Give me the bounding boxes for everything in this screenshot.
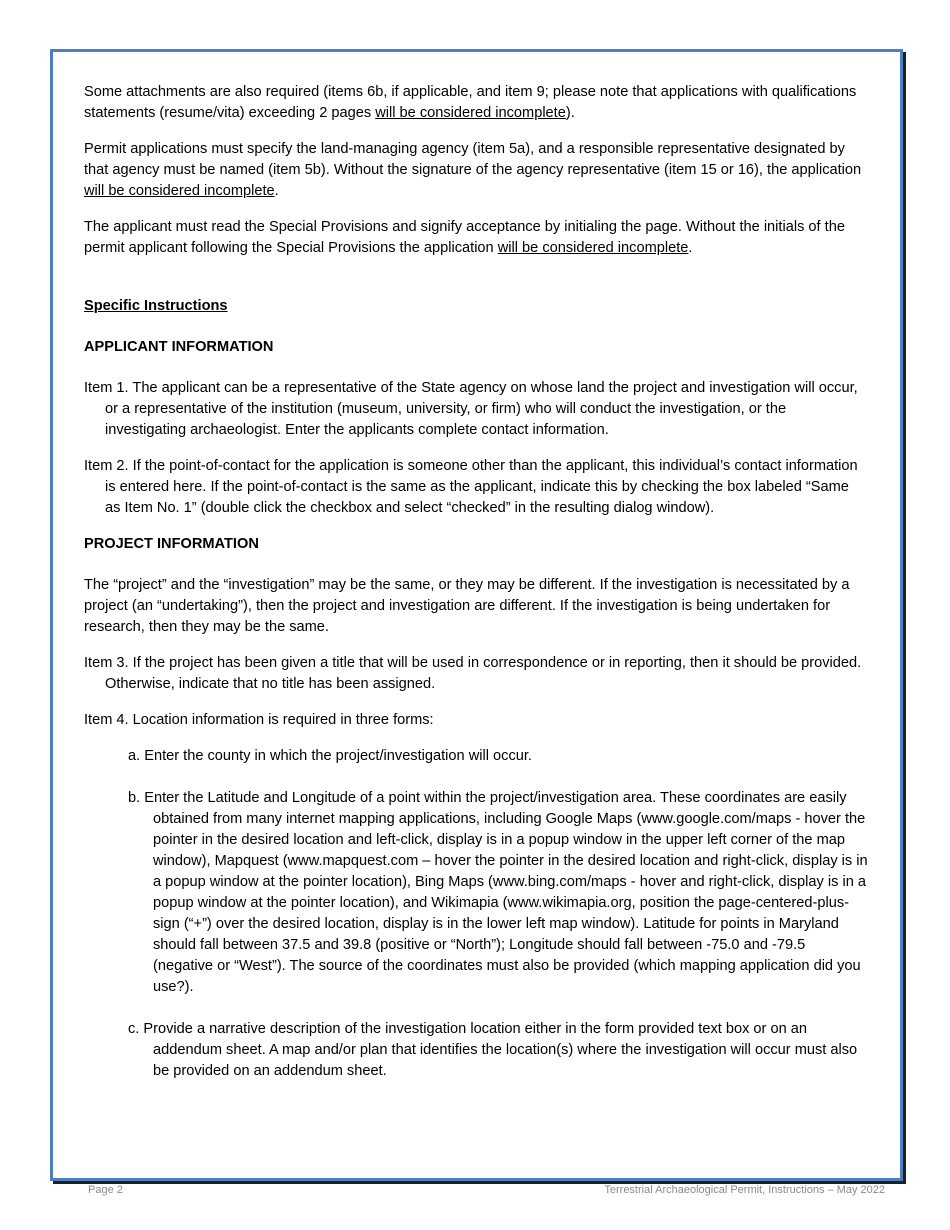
special-provisions-paragraph: The applicant must read the Special Provisions and signify acceptance by initialing the page. Without the initials of the permit applicant following the Special Provisions the application will be considered incomplete. xyxy=(84,219,845,256)
agency-paragraph: Permit applications must specify the land-managing agency (item 5a), and a responsible representative designated by that agency must be named (item 5b). Without the signature of the agency representative (item 15 or 16), the application will be considered incomplete. xyxy=(84,141,862,199)
page-number: Page 2 xyxy=(88,1184,123,1196)
item-1: Item 1. The applicant can be a representative of the State agency on whose land the project and investigation will occur, or a representative of the institution (museum, university, or firm) who will conduct the investigation, or the investigating archaeologist. Enter the applicants complete contact information. xyxy=(84,380,858,438)
item-2: Item 2. If the point-of-contact for the application is someone other than the applicant, this individual’s contact information is entered here. If the point-of-contact is the same as the applicant, indicate this by checking the box labeled “Same as Item No. 1” (double click the checkbox and select “checked” in the resulting dialog window). xyxy=(84,458,858,516)
applicant-information-heading: APPLICANT INFORMATION xyxy=(84,339,274,355)
item-4a: a. Enter the county in which the project/investigation will occur. xyxy=(128,748,532,764)
document-footer-title: Terrestrial Archaeological Permit, Instructions – May 2022 xyxy=(604,1184,885,1196)
incomplete-warning: will be considered incomplete xyxy=(375,105,566,121)
item-3: Item 3. If the project has been given a title that will be used in correspondence or in reporting, then it should be provided. Otherwise, indicate that no title has been assigned. xyxy=(84,655,862,692)
item-4b: b. Enter the Latitude and Longitude of a point within the project/investigation area. These coordinates are easily obtained from many internet mapping applications, including Google Maps (www.google.com/maps - hover the pointer in the desired location and left-click, display is in a popup window in the upper left corner of the map window), Mapquest (www.mapquest.com – hover the pointer in the desired location and right-click, display is in a popup window at the pointer location), Bing Maps (www.bing.com/maps - hover and right-click, display is in a popup window at the pointer location), and Wikimapia (www.wikimapia.org, position the page-centered-plus-sign (“+”) over the desired location, display is in the lower left map window). Latitude for points in Maryland should fall between 37.5 and 39.8 (positive or “North”); Longitude should fall between -75.0 and -79.5 (negative or “West”). The source of the coordinates must also be provided (which mapping application did you use?). xyxy=(128,790,868,995)
incomplete-warning: will be considered incomplete xyxy=(497,240,689,256)
project-information-heading: PROJECT INFORMATION xyxy=(84,536,259,552)
incomplete-warning: will be considered incomplete xyxy=(84,183,275,199)
attachments-paragraph: Some attachments are also required (items 6b, if applicable, and item 9; please note that applications with qualifications statements (resume/vita) exceeding 2 pages will be considered incomplete). xyxy=(84,84,857,121)
document-body xyxy=(84,82,868,1103)
item-4c: c. Provide a narrative description of the investigation location either in the form provided text box or on an addendum sheet. A map and/or plan that identifies the location(s) where the investigation will occur must also be provided on an addendum sheet. xyxy=(128,1021,858,1079)
project-intro: The “project” and the “investigation” may be the same, or they may be different. If the investigation is necessitated by a project (an “undertaking”), then the project and investigation are different. If the investigation is being undertaken for research, then they may be the same. xyxy=(84,577,850,635)
item-4: Item 4. Location information is required in three forms: xyxy=(84,712,434,728)
specific-instructions-title: Specific Instructions xyxy=(84,298,228,314)
